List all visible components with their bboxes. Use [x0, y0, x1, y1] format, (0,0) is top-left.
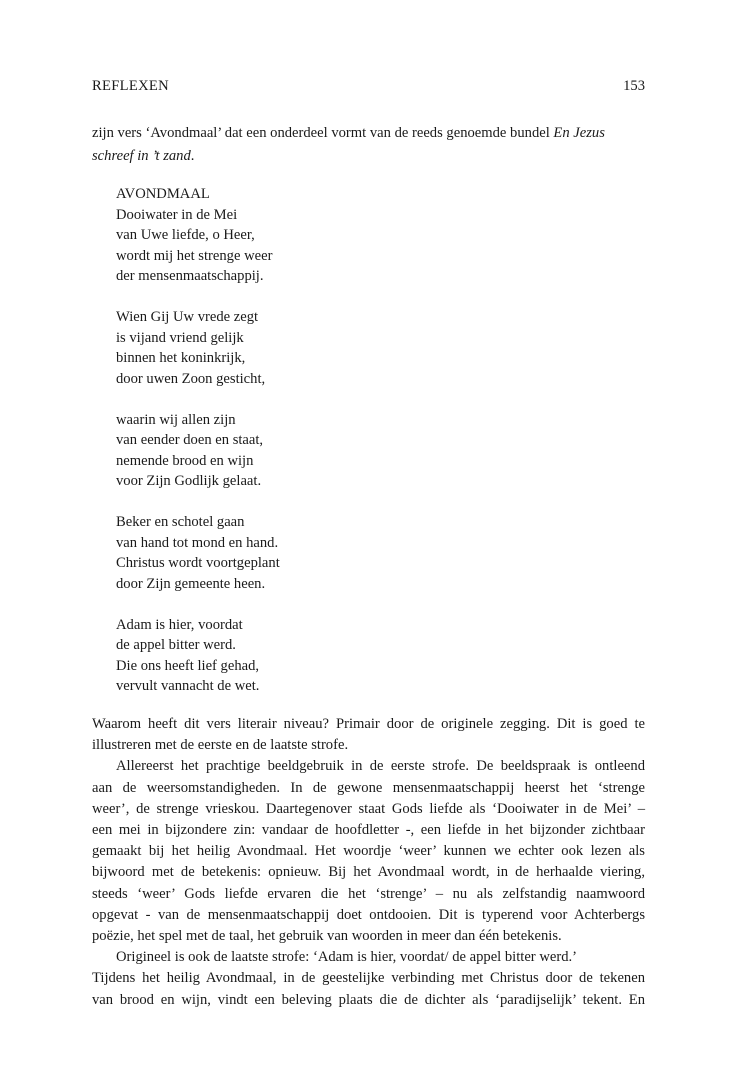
body-line: steeds ‘weer’ Gods liefde ervaren die het ‘strenge’ – nu als zelfstandig naamwoord	[92, 885, 645, 902]
running-header	[92, 78, 645, 98]
poem-line: vervult vannacht de wet.	[116, 678, 260, 694]
body-line: aan de weersomstandigheden. In de gewone mensenmaatschappij heerst het ‘strenge	[92, 779, 645, 796]
poem-line: Die ons heeft lief gehad,	[116, 657, 260, 674]
stanza-break	[116, 594, 280, 615]
poem-line: Christus wordt voortgeplant	[116, 555, 280, 571]
body-line: van brood en wijn, vindt een beleving plaats die de dichter als ‘paradijselijk’ tekent. En	[92, 991, 645, 1008]
poem-line: de appel bitter werd.	[116, 637, 236, 653]
poem-line: waarin wij allen zijn	[116, 411, 236, 428]
poem-line: van Uwe liefde, o Heer,	[116, 227, 255, 243]
poem-line: Beker en schotel gaan	[116, 514, 245, 530]
poem-line: wordt mij het strenge weer	[116, 247, 273, 264]
intro-paragraph	[92, 122, 645, 168]
body-line: poëzie, het spel met de taal, het gebruik van woorden in meer dan één betekenis.	[92, 928, 562, 945]
body-line: weer’, de strenge vrieskou. Daartegenover staat Gods liefde als ‘Dooiwater in de Mei’ –	[92, 800, 645, 817]
body-line: Tijdens het heilig Avondmaal, in de geestelijke verbinding met Christus door de tekenen	[92, 970, 645, 987]
poem-line: van eender doen en staat,	[116, 432, 264, 448]
body-line: Waarom heeft dit vers literair niveau? Primair door de originele zegging. Dit is goed te	[92, 716, 645, 732]
stanza-break	[116, 492, 280, 513]
stanza-break	[116, 389, 280, 410]
body-line: bijwoord met de betekenis: opnieuw. Bij het Avondmaal wordt, in de herhaalde viering,	[92, 864, 645, 881]
poem-line: van hand tot mond en hand.	[116, 534, 279, 551]
body-line: Origineel is ook de laatste strofe: ‘Adam is hier, voordat/ de appel bitter werd.’	[116, 949, 577, 966]
poem-line: door Zijn gemeente heen.	[116, 575, 266, 592]
body-line: gemaakt bij het heilig Avondmaal. Het woordje ‘weer’ kunnen we echter ook lezen als	[92, 843, 645, 860]
poem-line: binnen het koninkrijk,	[116, 350, 246, 366]
running-title: REFLEXEN	[92, 78, 169, 94]
body-text	[92, 714, 645, 1011]
poem-title: AVONDMAAL	[116, 186, 210, 202]
poem-line: Dooiwater in de Mei	[116, 206, 238, 223]
poem	[116, 184, 280, 697]
intro-text: zijn vers ‘Avondmaal’ dat een onderdeel vormt van de reeds genoemde bundel	[92, 125, 554, 141]
body-line: een mei in bijzondere zin: vandaar de hoofdletter -, een liefde in het bijzonder zichtbaar	[92, 822, 645, 839]
body-line: Allereerst het prachtige beeldgebruik in de eerste strofe. De beeldspraak is ontleend	[116, 758, 645, 775]
poem-line: door uwen Zoon gesticht,	[116, 370, 266, 387]
body-line: opgevat - van de mensenmaatschappij doet ontdooien. Dit is typerend voor Achterbergs	[92, 906, 645, 923]
poem-line: nemende brood en wijn	[116, 452, 254, 469]
poem-line: voor Zijn Godlijk gelaat.	[116, 473, 262, 489]
poem-line: Wien Gij Uw vrede zegt	[116, 309, 259, 325]
book-title-part1: En Jezus	[553, 125, 605, 141]
page-number: 153	[623, 78, 645, 94]
body-line: illustreren met de eerste en de laatste strofe.	[92, 737, 349, 754]
poem-line: Adam is hier, voordat	[116, 616, 243, 633]
book-title-part2: schreef in ’t zand	[92, 148, 191, 164]
poem-line: is vijand vriend gelijk	[116, 329, 244, 346]
stanza-break	[116, 287, 280, 308]
intro-text-end: .	[190, 148, 195, 164]
poem-line: der mensenmaatschappij.	[116, 268, 264, 284]
